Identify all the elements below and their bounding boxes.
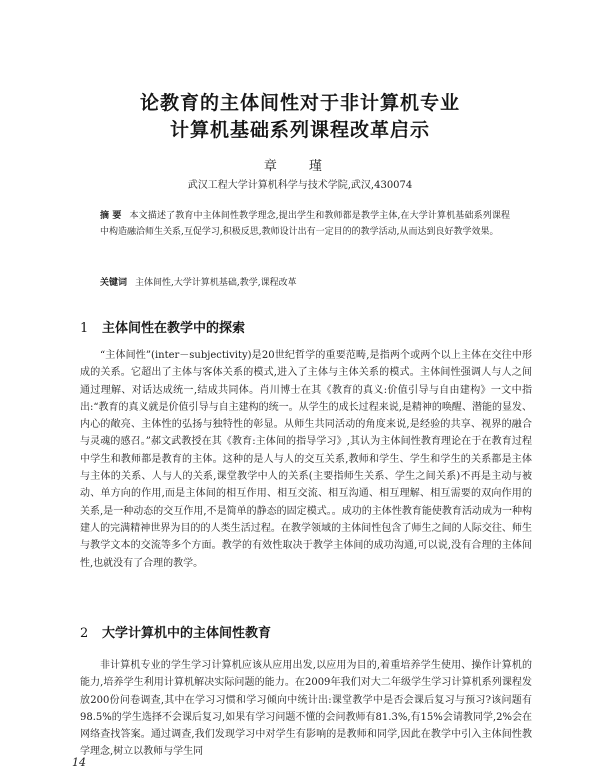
keywords-text: 主体间性,大学计算机基础,教学,课程改革	[135, 278, 297, 288]
title-line-2: 计算机基础系列课程改革启示	[169, 119, 430, 141]
section-2-title: 大学计算机中的主体间性教育	[102, 626, 272, 641]
abstract-text: 本文描述了教育中主体间性教学理念,提出学生和教师都是教学主体,在大学计算机基础系列课程中构造融洽师生关系,互促学习,积极反思,教师设计出有一定目的的教学活动,从而达到良好教学效果。	[100, 211, 510, 237]
section-1-title: 主体间性在教学中的探索	[102, 321, 246, 336]
section-1-body: “主体间性”(inter－subjectivity)是20世纪哲学的重要范畴,是指两个或两个以上主体在交往中形成的关系。它超出了主体与客体关系的模式,进入了主体与主体关系的模式。主体间性强调人与人之间通过理解、对话达成统一,结成共同体。肖川博士在其《教育的真义:价值引导与自由建构》一文中指出:“教育的真义就是价值引导与自主建构的统一。从学生的成长过程来说,是精神的唤醒、潜能的显发、内心的敞亮、主体性的弘扬与独特性的彰显。从师生共同活动的角度来说,是经验的共享、视界的融合与灵魂的感召。”郝文武教授在其《教育:主体间的指导学习》,其认为主体间性教育理论在于在教育过程中学生和教师都是教育的主体。这种的是人与人的交互关系,教师和学生、学生和学生的关系都是主体与主体的关系、人与人的关系,课堂教学中人的关系(主要指师生关系、学生之间关系)不再是主动与被动、单方向的作用,而是主体间的相互作用、相互交流、相互沟通、相互理解、相互需要的双向作用的关系,是一种动态的交互作用,不是简单的静态的固定模式。。成功的主体性教育能使教育活动成为一种构建人的完满精神世界为目的的人类生活过程。在教学领域的主体间性包含了师生之间的人际交往、师生与教学文本的交流等多个方面。教学的有效性取决于教学主体间的成功沟通,可以说,没有合理的主体间性,也就没有了合理的教学。	[80, 350, 532, 569]
title-line-1: 论教育的主体间性对于非计算机专业	[139, 92, 460, 114]
section-2-body: 非计算机专业的学生学习计算机应该从应用出发,以应用为目的,着重培养学生使用、操作计算机的能力,培养学生利用计算机解决实际问题的能力。在2009年我们对大二年级学生学习计算机系列课程发放200份问卷调查,其中在学习习惯和学习倾向中统计出:课堂教学中是否会课后复习与预习?该问题有98.5%的学生选择不会课后复习,如果有学习问题不懂的会问教师有81.3%,有15%会请教同学,2%会在网络查找答案。通过调查,我们发现学习中对学生有影响的是教师和同学,因此在教学中引入主体间性教学理念,树立以教师与学生同	[80, 660, 532, 758]
author-name: 章 瑾	[263, 159, 337, 174]
author-affiliation: 武汉工程大学计算机科学与技术学院,武汉,430074	[187, 180, 413, 191]
page-number: 14	[72, 756, 86, 769]
abstract-label: 摘 要	[100, 211, 122, 221]
section-2-heading	[80, 622, 271, 641]
section-1-number: 1	[80, 321, 89, 336]
section-2-number: 2	[80, 626, 89, 641]
keywords-label: 关键词	[100, 278, 128, 288]
keywords	[100, 275, 510, 288]
abstract	[100, 208, 510, 240]
section-1-heading	[80, 317, 245, 336]
